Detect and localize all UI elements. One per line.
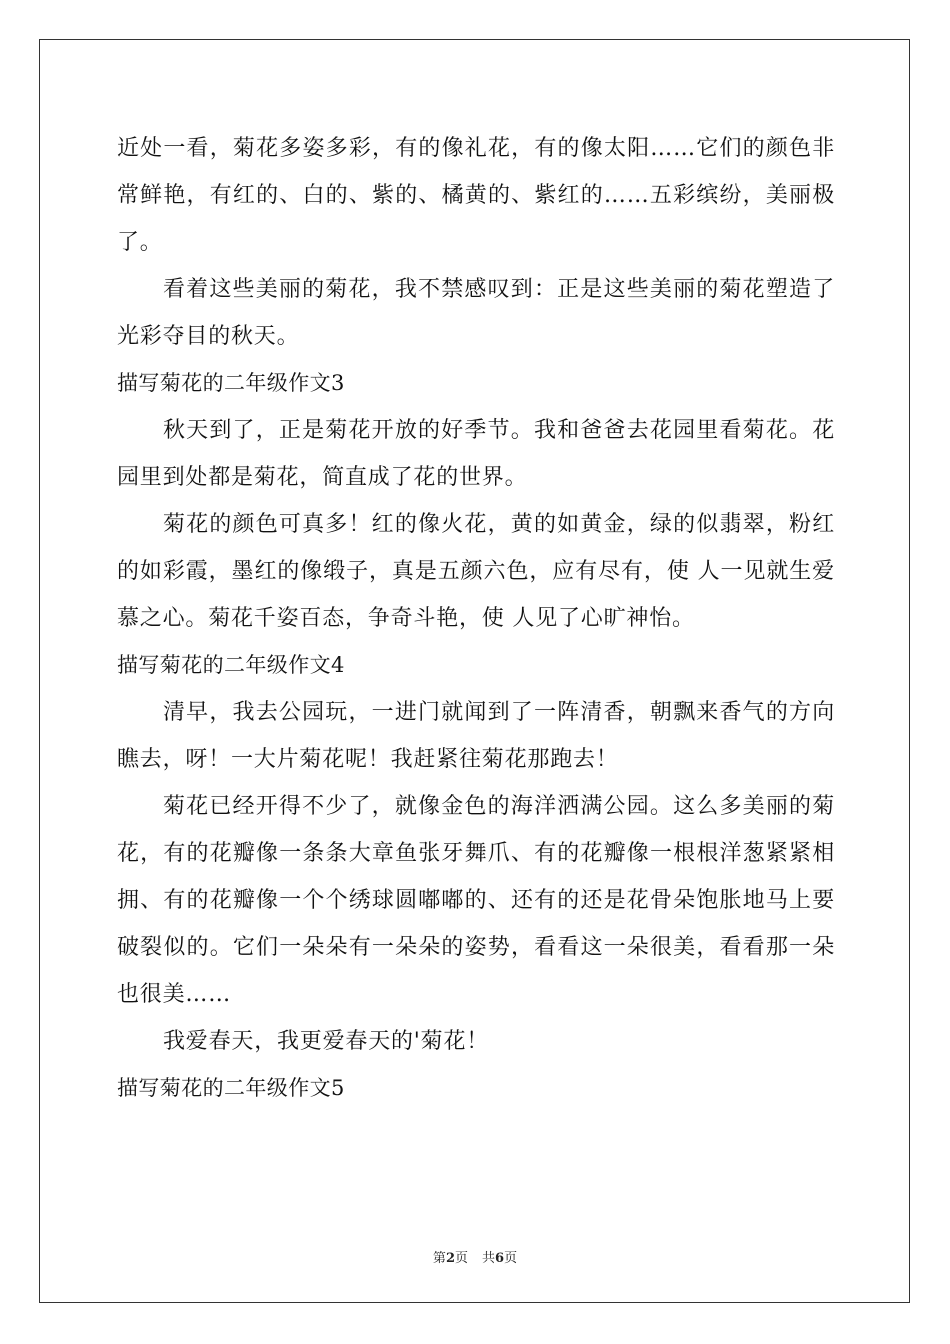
section-heading: 描写菊花的二年级作文3 xyxy=(117,371,345,395)
paragraph: 看着这些美丽的菊花，我不禁感叹到：正是这些美丽的菊花塑造了光彩夺目的秋天。 xyxy=(117,277,835,349)
section-heading: 描写菊花的二年级作文5 xyxy=(117,1076,345,1100)
paragraph: 近处一看，菊花多姿多彩，有的像礼花，有的像太阳……它们的颜色非常鲜艳，有红的、白的、紫的、橘黄的、紫红的……五彩缤纷，美丽极了。 xyxy=(117,136,835,255)
document-body xyxy=(117,125,835,1112)
page-footer xyxy=(0,1247,950,1266)
paragraph: 我爱春天，我更爱春天的'菊花！ xyxy=(163,1029,490,1054)
total-pages: 6 xyxy=(495,1251,505,1266)
section-heading: 描写菊花的二年级作文4 xyxy=(117,653,345,677)
paragraph: 菊花的颜色可真多！红的像火花，黄的如黄金，绿的似翡翠，粉红的如彩霞，墨红的像缎子，真是五颜六色，应有尽有，使 人一见就生爱慕之心。菊花千姿百态，争奇斗艳，使 人见了心旷神怡。 xyxy=(117,512,835,631)
total-prefix: 共 xyxy=(482,1251,496,1266)
page-number: 2 xyxy=(445,1251,455,1266)
paragraph: 清早，我去公园玩，一进门就闻到了一阵清香，朝飘来香气的方向瞧去，呀！一大片菊花呢！我赶紧往菊花那跑去！ xyxy=(117,700,835,772)
page-prefix: 第 xyxy=(432,1251,446,1266)
paragraph: 秋天到了，正是菊花开放的好季节。我和爸爸去花园里看菊花。花园里到处都是菊花，简直成了花的世界。 xyxy=(117,418,835,490)
page-suffix: 页 xyxy=(454,1251,468,1266)
paragraph: 菊花已经开得不少了，就像金色的海洋洒满公园。这么多美丽的菊花，有的花瓣像一条条大章鱼张牙舞爪、有的花瓣像一根根洋葱紧紧相拥、有的花瓣像一个个绣球圆嘟嘟的、还有的还是花骨朵饱胀地马上要破裂似的。它们一朵朵有一朵朵的姿势，看看这一朵很美，看看那一朵也很美…… xyxy=(117,794,835,1007)
total-suffix: 页 xyxy=(504,1251,518,1266)
